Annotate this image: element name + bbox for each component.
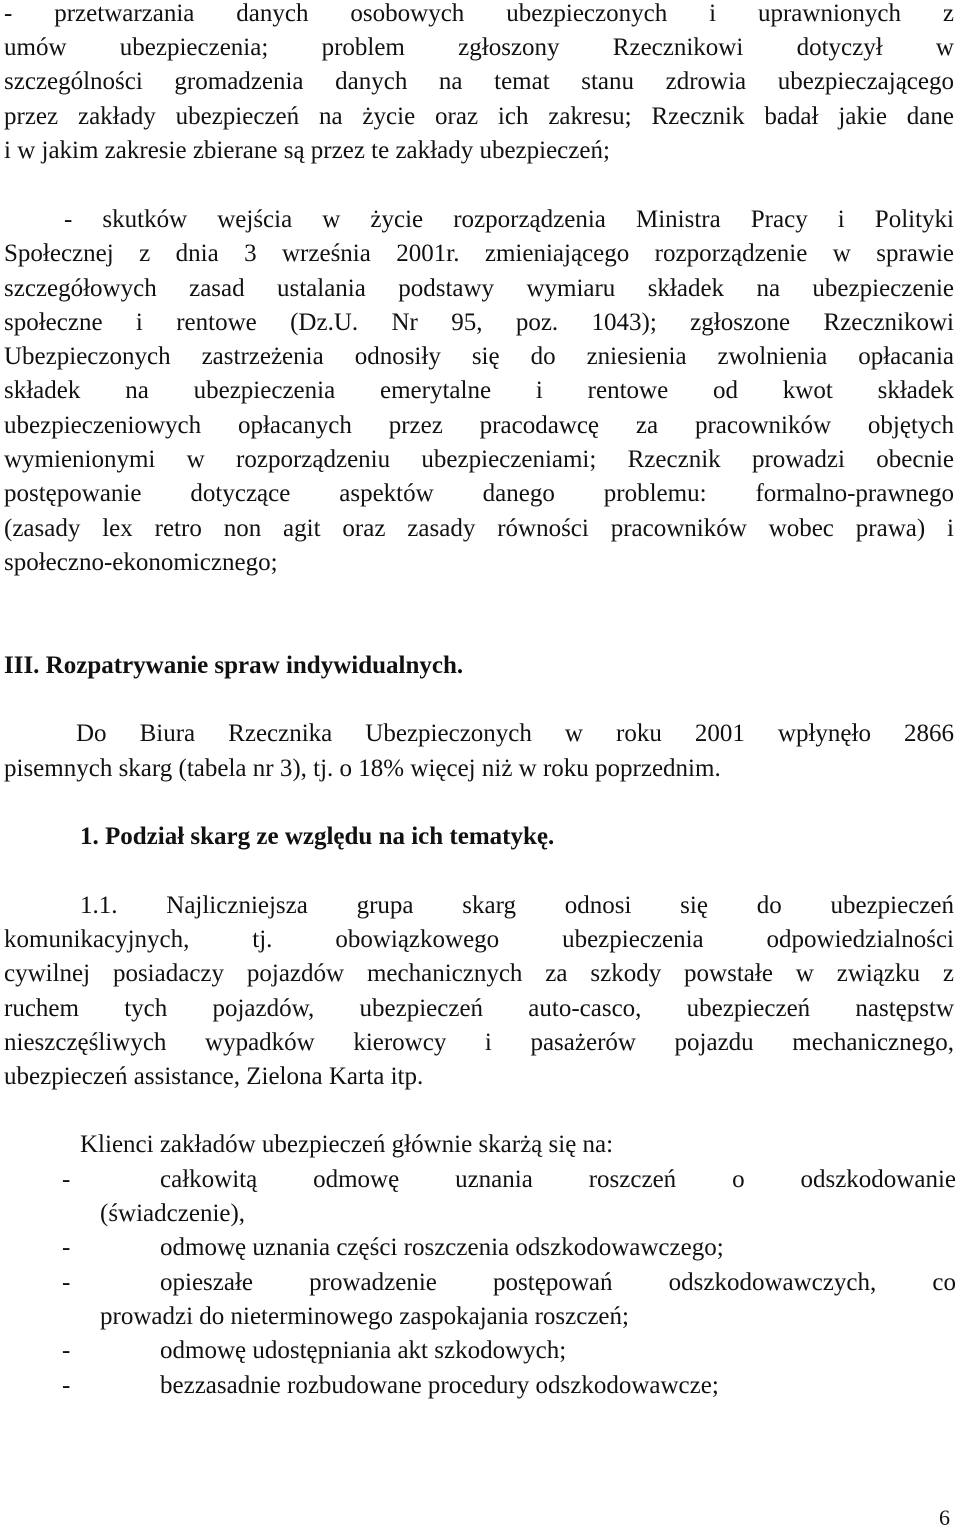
page-number: 6 [939,1505,950,1530]
list-item-text: opieszałe prowadzenie postępowań odszkodowawczych, co [160,1269,956,1296]
para1-line: i w jakim zakresie zbierane są przez te zakłady ubezpieczeń; [4,137,610,164]
list-item-continuation: prowadzi do nieterminowego zaspokajania roszczeń; [100,1303,629,1330]
list-item-text: bezzasadnie rozbudowane procedury odszkodowawcze; [160,1372,719,1399]
para4-line: ubezpieczeń assistance, Zielona Karta itp. [4,1063,424,1090]
list-dash: - [62,1269,71,1296]
para1-line: przez zakłady ubezpieczeń na życie oraz ich zakresu; Rzecznik badał jakie dane [4,103,954,130]
para4-line: nieszczęśliwych wypadków kierowcy i pasażerów pojazdu mechanicznego, [4,1029,954,1056]
section-heading: III. Rozpatrywanie spraw indywidualnych. [4,652,464,679]
list-dash: - [62,1166,71,1193]
para1-line: umów ubezpieczenia; problem zgłoszony Rzecznikowi dotyczył w [4,34,954,61]
para4-line: ruchem tych pojazdów, ubezpieczeń auto-casco, ubezpieczeń następstw [4,995,954,1022]
para2-line: społeczne i rentowe (Dz.U. Nr 95, poz. 1043); zgłoszone Rzecznikowi [4,309,954,336]
list-dash: - [62,1337,71,1364]
document-page [4,0,954,1537]
para2-line: społeczno-ekonomicznego; [4,549,278,576]
list-item-text: całkowitą odmowę uznania roszczeń o odszkodowanie [160,1166,956,1193]
list-intro: Klienci zakładów ubezpieczeń głównie skarżą się na: [80,1131,614,1158]
para2-line: ubezpieczeniowych opłacanych przez pracodawcę za pracowników objętych [4,412,954,439]
para2-line: (zasady lex retro non agit oraz zasady równości pracowników wobec prawa) i [4,515,954,542]
para2-first-line: - skutków wejścia w życie rozporządzenia Ministra Pracy i Polityki [64,206,954,233]
list-item-text: odmowę udostępniania akt szkodowych; [160,1337,567,1364]
para1-line: - przetwarzania danych osobowych ubezpieczonych i uprawnionych z [4,0,954,27]
para2-line: Ubezpieczonych zastrzeżenia odnosiły się do zniesienia zwolnienia opłacania [4,343,954,370]
para4-line: cywilnej posiadaczy pojazdów mechanicznych za szkody powstałe w związku z [4,960,954,987]
subheading: 1. Podział skarg ze względu na ich tematykę. [80,823,555,850]
para2-line: składek na ubezpieczenia emerytalne i rentowe od kwot składek [4,377,954,404]
para2-line: postępowanie dotyczące aspektów danego problemu: formalno-prawnego [4,480,954,507]
list-dash: - [62,1372,71,1399]
para3-first-line: Do Biura Rzecznika Ubezpieczonych w roku 2001 wpłynęło 2866 [76,720,954,747]
para2-line: Społecznej z dnia 3 września 2001r. zmieniającego rozporządzenie w sprawie [4,240,954,267]
list-item-continuation: (świadczenie), [100,1200,246,1227]
list-item-text: odmowę uznania części roszczenia odszkodowawczego; [160,1234,724,1261]
para4-first-line: 1.1. Najliczniejsza grupa skarg odnosi się do ubezpieczeń [80,892,954,919]
para2-line: wymienionymi w rozporządzeniu ubezpieczeniami; Rzecznik prowadzi obecnie [4,446,954,473]
para4-line: komunikacyjnych, tj. obowiązkowego ubezpieczenia odpowiedzialności [4,926,954,953]
para1-line: szczególności gromadzenia danych na temat stanu zdrowia ubezpieczającego [4,68,954,95]
list-dash: - [62,1234,71,1261]
para2-line: szczegółowych zasad ustalania podstawy wymiaru składek na ubezpieczenie [4,275,954,302]
para3-line: pisemnych skarg (tabela nr 3), tj. o 18% więcej niż w roku poprzednim. [4,755,721,782]
